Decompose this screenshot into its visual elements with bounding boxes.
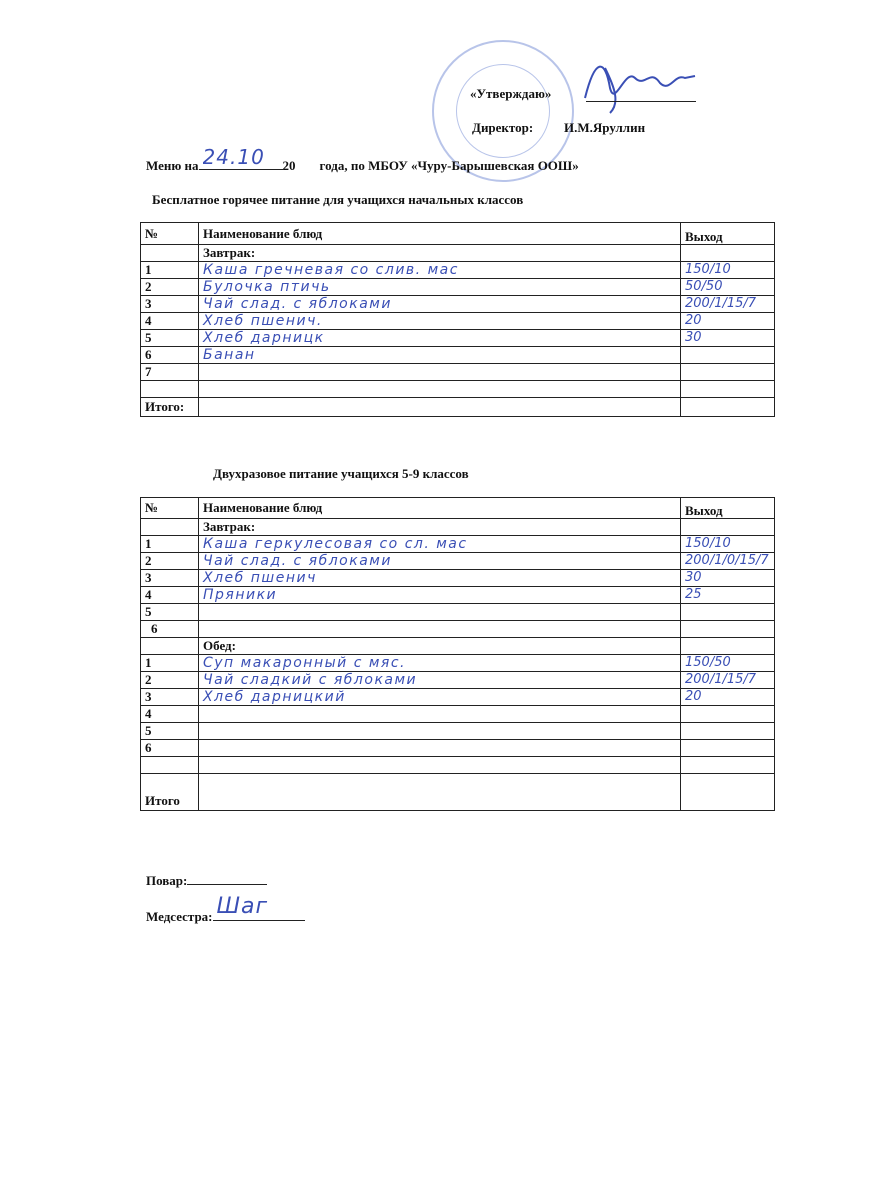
section2-col-name: Наименование блюд [199,498,681,519]
section1-header-row [141,223,775,245]
dish-name: Хлеб дарницкий [199,689,681,706]
section2-total-row [141,774,775,811]
dish-output [681,723,775,740]
table-row [141,757,775,774]
table-row [141,296,775,313]
menu-prefix: Меню на [146,158,199,173]
table-row [141,381,775,398]
section1-meal-row [141,245,775,262]
menu-date-field [199,145,283,170]
dish-name: Чай слад. с яблоками [199,553,681,570]
row-number: 5 [141,330,199,347]
approve-label: «Утверждаю» [470,86,552,101]
nurse-signature: Шаг [216,894,269,919]
row-number: 5 [141,604,199,621]
dish-name: Хлеб пшенич [199,570,681,587]
table-row [141,604,775,621]
section2-table [140,497,775,811]
row-number: 4 [141,706,199,723]
section2-header-row [141,498,775,519]
cook-line [146,872,267,889]
nurse-label: Медсестра: [146,909,213,924]
table-row [141,347,775,364]
nurse-signature-line [213,894,305,921]
dish-name: Суп макаронный с мяс. [199,655,681,672]
nurse-line [146,894,305,925]
row-number: 2 [141,279,199,296]
menu-date: 24.10 [202,145,265,169]
section1-table [140,222,775,417]
section2-col-num: № [141,498,199,519]
dish-output: 30 [681,570,775,587]
table-row [141,262,775,279]
cook-label: Повар: [146,873,188,888]
section1-col-name: Наименование блюд [199,223,681,245]
table-row [141,279,775,296]
director-label: Директор: [472,120,534,135]
row-number: 7 [141,364,199,381]
table-row [141,587,775,604]
section2-total-label: Итого [141,774,199,811]
section2-lunch-row [141,638,775,655]
dish-name [199,706,681,723]
section1-title: Бесплатное горячее питание для учащихся начальных классов [152,192,524,207]
dish-output: 25 [681,587,775,604]
dish-name: Хлеб пшенич. [199,313,681,330]
row-number: 6 [141,621,199,638]
dish-name: Булочка птичь [199,279,681,296]
section2-title: Двухразовое питание учащихся 5-9 классов [213,466,469,481]
row-number: 4 [141,313,199,330]
row-number: 3 [141,689,199,706]
row-number: 1 [141,536,199,553]
section2-col-out: Выход [681,498,775,519]
dish-output [681,621,775,638]
dish-output: 150/10 [681,262,775,279]
cook-signature-line [187,872,267,885]
row-number: 4 [141,587,199,604]
section2-lunch-label: Обед: [199,638,681,655]
official-stamp-inner-ring [456,64,550,158]
dish-output: 200/1/15/7 [681,672,775,689]
table-row [141,570,775,587]
table-row [141,313,775,330]
menu-year: 20 [282,158,296,173]
menu-school: года, по МБОУ «Чуру-Барышевская ООШ» [319,158,579,173]
row-number: 3 [141,570,199,587]
dish-output: 30 [681,330,775,347]
dish-output: 20 [681,313,775,330]
section1-total-label: Итого: [141,398,199,417]
table-row [141,706,775,723]
dish-name [199,621,681,638]
table-row [141,672,775,689]
dish-output [681,364,775,381]
dish-name: Хлеб дарницк [199,330,681,347]
section1-col-out: Выход [681,223,775,245]
table-row [141,330,775,347]
dish-name [199,364,681,381]
row-number: 2 [141,553,199,570]
dish-name: Пряники [199,587,681,604]
row-number: 3 [141,296,199,313]
dish-name [199,740,681,757]
section2-breakfast-label: Завтрак: [199,519,681,536]
dish-output: 200/1/0/15/7 [681,553,775,570]
dish-output [681,706,775,723]
approve-signature-line [586,101,696,102]
section2-breakfast-row [141,519,775,536]
dish-name: Каша геркулесовая со сл. мас [199,536,681,553]
table-row [141,364,775,381]
section1-col-num: № [141,223,199,245]
row-number: 6 [141,347,199,364]
row-number: 1 [141,655,199,672]
section1-total-row [141,398,775,417]
table-row [141,553,775,570]
dish-name: Чай сладкий с яблоками [199,672,681,689]
dish-output: 20 [681,689,775,706]
dish-output [681,740,775,757]
row-number: 2 [141,672,199,689]
dish-output: 200/1/15/7 [681,296,775,313]
row-number: 6 [141,740,199,757]
table-row [141,723,775,740]
dish-name [199,604,681,621]
section1-meal-label: Завтрак: [199,245,681,262]
dish-output: 50/50 [681,279,775,296]
table-row [141,536,775,553]
dish-name [199,723,681,740]
row-number: 1 [141,262,199,279]
dish-output [681,604,775,621]
dish-name: Банан [199,347,681,364]
dish-output: 150/10 [681,536,775,553]
dish-output [681,347,775,364]
table-row [141,655,775,672]
row-number: 5 [141,723,199,740]
director-name: И.М.Яруллин [564,120,646,135]
table-row [141,621,775,638]
dish-name: Чай слад. с яблоками [199,296,681,313]
dish-output: 150/50 [681,655,775,672]
menu-heading [146,145,579,174]
director-signature [575,48,705,118]
table-row [141,689,775,706]
table-row [141,740,775,757]
dish-name: Каша гречневая со слив. мас [199,262,681,279]
